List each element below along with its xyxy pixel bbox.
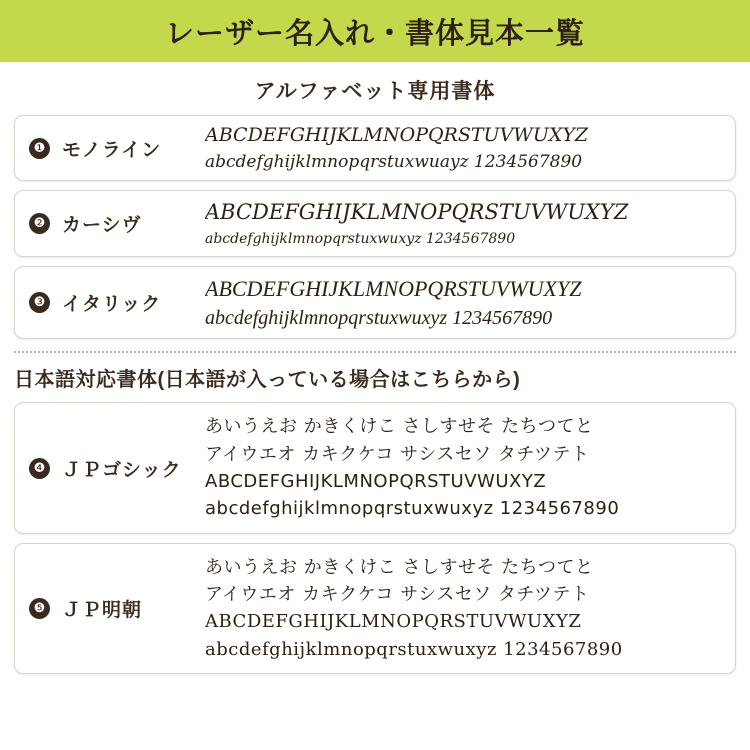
- sample-line-lowercase: abcdefghijklmnopqrstuxwuxyz 1234567890: [205, 638, 623, 660]
- section-title-japanese: 日本語対応書体(日本語が入っている場合はこちらから): [14, 369, 521, 392]
- font-label: [23, 135, 205, 162]
- font-sample: [205, 197, 727, 250]
- font-label: [23, 210, 205, 237]
- sample-line-lowercase: abcdefghijklmnopqrstuxwuxyz 1234567890: [205, 306, 553, 329]
- font-sample: [205, 273, 727, 333]
- font-label: [23, 289, 205, 316]
- alphabet-font-list: [0, 115, 750, 339]
- font-name: カーシヴ: [62, 214, 142, 236]
- sample-line-lowercase: abcdefghijklmnopqrstuxwuxyz 1234567890: [205, 230, 516, 247]
- page-header: [0, 0, 750, 62]
- sample-line-katakana: アイウエオ カキクケコ サシスセソ タチツテト: [205, 443, 590, 465]
- font-name: モノライン: [62, 139, 162, 161]
- number-badge-icon: ❺: [29, 598, 50, 619]
- font-name: ＪＰ明朝: [62, 599, 143, 621]
- list-item[interactable]: [14, 190, 736, 257]
- list-item[interactable]: [14, 266, 736, 340]
- sample-line-hiragana: あいうえお かきくけこ さしすせそ たちつてと: [205, 416, 594, 438]
- list-item[interactable]: [14, 402, 736, 533]
- sample-line-uppercase: ABCDEFGHIJKLMNOPQRSTUVWUXYZ: [205, 611, 582, 633]
- sample-line-lowercase: abcdefghijklmnopqrstuxwuayz 1234567890: [205, 151, 583, 172]
- font-sample: [205, 122, 727, 174]
- number-badge-icon: ❶: [29, 138, 50, 159]
- sample-line-katakana: アイウエオ カキクケコ サシスセソ タチツテト: [205, 584, 590, 606]
- number-badge-icon: ❸: [29, 292, 50, 313]
- sample-line-uppercase: ABCDEFGHIJKLMNOPQRSTUVWUXYZ: [205, 200, 629, 225]
- sample-line-uppercase: ABCDEFGHIJKLMNOPQRSTUVWUXYZ: [205, 471, 547, 493]
- sample-line-hiragana: あいうえお かきくけこ さしすせそ たちつてと: [205, 556, 594, 578]
- sample-line-uppercase: ABCDEFGHIJKLMNOPQRSTUVWUXYZ: [205, 275, 582, 301]
- number-badge-icon: ❷: [29, 213, 50, 234]
- font-label: [23, 595, 205, 622]
- list-item[interactable]: [14, 543, 736, 674]
- font-name: ＪＰゴシック: [62, 459, 182, 481]
- page-title: レーザー名入れ・書体見本一覧: [164, 17, 585, 50]
- font-sample: [205, 413, 727, 522]
- font-sample: [205, 554, 727, 663]
- font-name: イタリック: [62, 294, 162, 315]
- section-divider: [14, 351, 736, 353]
- sample-line-lowercase: abcdefghijklmnopqrstuxwuxyz 1234567890: [205, 498, 620, 520]
- list-item[interactable]: [14, 115, 736, 181]
- japanese-font-list: [0, 402, 750, 674]
- sample-line-uppercase: ABCDEFGHIJKLMNOPQRSTUVWUXYZ: [205, 124, 589, 146]
- number-badge-icon: ❹: [29, 458, 50, 479]
- section-title-alphabet: アルファベット専用書体: [254, 80, 496, 103]
- font-label: [23, 455, 205, 482]
